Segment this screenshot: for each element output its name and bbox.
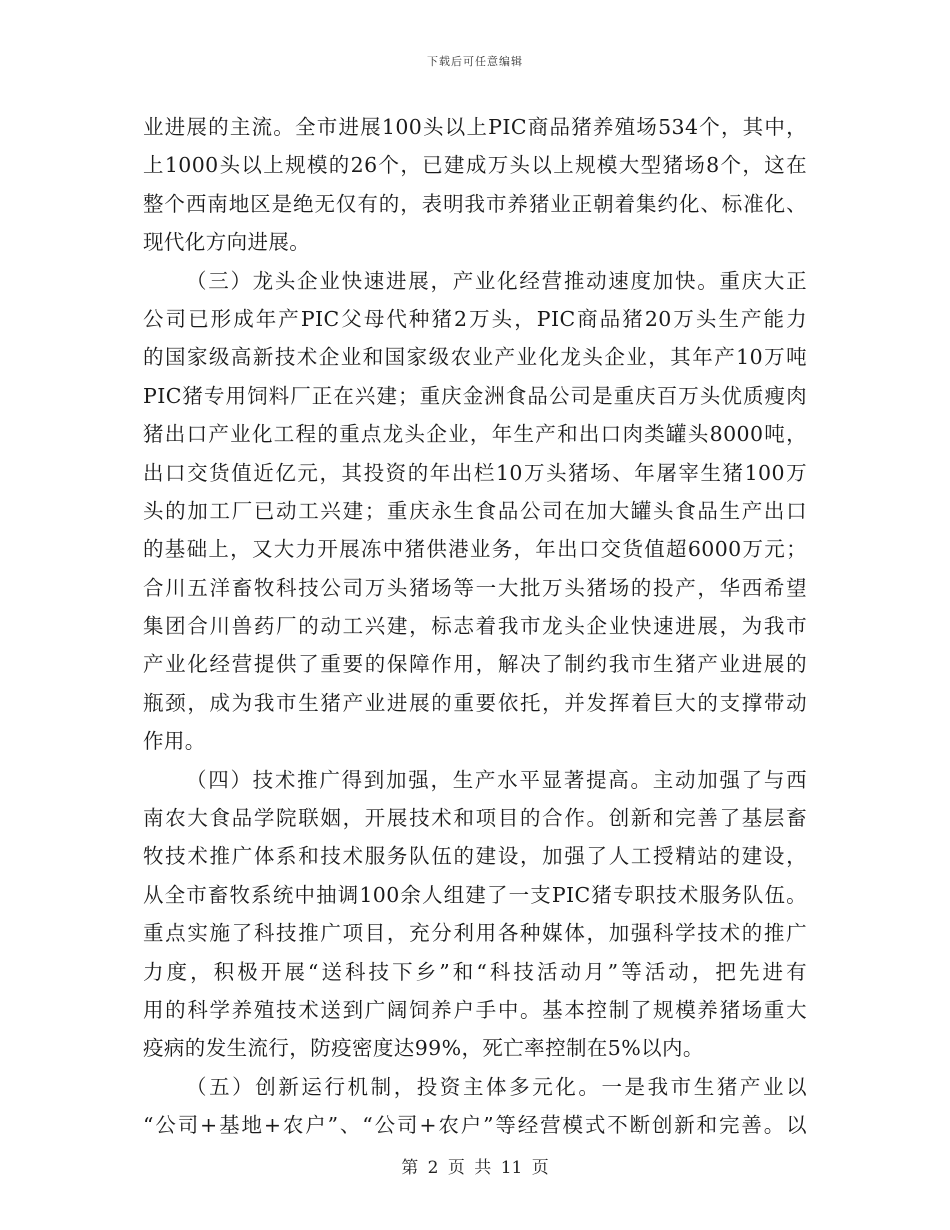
text-line: 上1000头以上规模的26个，已建成万头以上规模大型猪场8个，这在 [143,153,807,178]
text-line: 猪出口产业化工程的重点龙头企业，年生产和出口肉类罐头8000吨， [143,422,807,447]
text-line: 业进展的主流。全市进展100头以上PIC商品猪养殖场534个，其中， [143,115,807,139]
text-line: 作用。 [143,729,206,754]
header-note: 下载后可任意编辑 [427,55,523,68]
text-line: 整个西南地区是绝无仅有的，表明我市养猪业正朝着集约化、标准化、 [143,191,807,216]
text-line: “公司+基地+农户”、“公司+农户”等经营模式不断创新和完善。以 [143,1113,807,1138]
paragraph [143,262,807,761]
text-line: 力度，积极开展“送科技下乡”和“科技活动月”等活动，把先进有 [143,959,807,984]
text-line: 瓶颈，成为我市生猪产业进展的重要依托，并发挥着巨大的支撑带动 [143,690,807,715]
paragraph [143,1068,807,1145]
text-line: 现代化方向进展。 [143,230,311,255]
paragraph [143,108,807,262]
text-line: 出口交货值近亿元，其投资的年出栏10万头猪场、年屠宰生猪100万 [143,460,807,485]
text-line: （五）创新运行机制，投资主体多元化。一是我市生猪产业以 [186,1074,807,1099]
text-line: 合川五洋畜牧科技公司万头猪场等一大批万头猪场的投产，华西希望 [143,575,807,600]
text-line: 集团合川兽药厂的动工兴建，标志着我市龙头企业快速进展，为我市 [143,614,807,639]
text-line: 牧技术推广体系和技术服务队伍的建设，加强了人工授精站的建设， [143,844,807,869]
text-line: 头的加工厂已动工兴建；重庆永生食品公司在加大罐头食品生产出口 [143,498,807,523]
text-line: 南农大食品学院联姻，开展技术和项目的合作。创新和完善了基层畜 [143,806,807,831]
text-line: 疫病的发生流行，防疫密度达99%，死亡率控制在5%以内。 [143,1036,704,1061]
paragraph [143,761,807,1068]
text-line: 用的科学养殖技术送到广阔饲养户手中。基本控制了规模养猪场重大 [143,997,807,1022]
document-body [143,108,807,1145]
text-line: （四）技术推广得到加强，生产水平显著提高。主动加强了与西 [186,767,807,792]
text-line: 重点实施了科技推广项目，充分利用各种媒体，加强科学技术的推广 [143,921,807,946]
text-line: （三）龙头企业快速进展，产业化经营推动速度加快。重庆大正 [186,268,807,293]
text-line: 产业化经营提供了重要的保障作用，解决了制约我市生猪产业进展的 [143,652,807,677]
page-footer: 第 2 页 共 11 页 [401,1158,549,1178]
text-line: 的基础上，又大力开展冻中猪供港业务，年出口交货值超6000万元； [143,537,807,562]
text-line: 的国家级高新技术企业和国家级农业产业化龙头企业，其年产10万吨 [143,345,807,370]
text-line: PIC猪专用饲料厂正在兴建；重庆金洲食品公司是重庆百万头优质瘦肉 [143,383,807,408]
text-line: 公司已形成年产PIC父母代种猪2万头，PIC商品猪20万头生产能力 [143,306,807,331]
text-line: 从全市畜牧系统中抽调100余人组建了一支PIC猪专职技术服务队伍。 [143,882,807,907]
